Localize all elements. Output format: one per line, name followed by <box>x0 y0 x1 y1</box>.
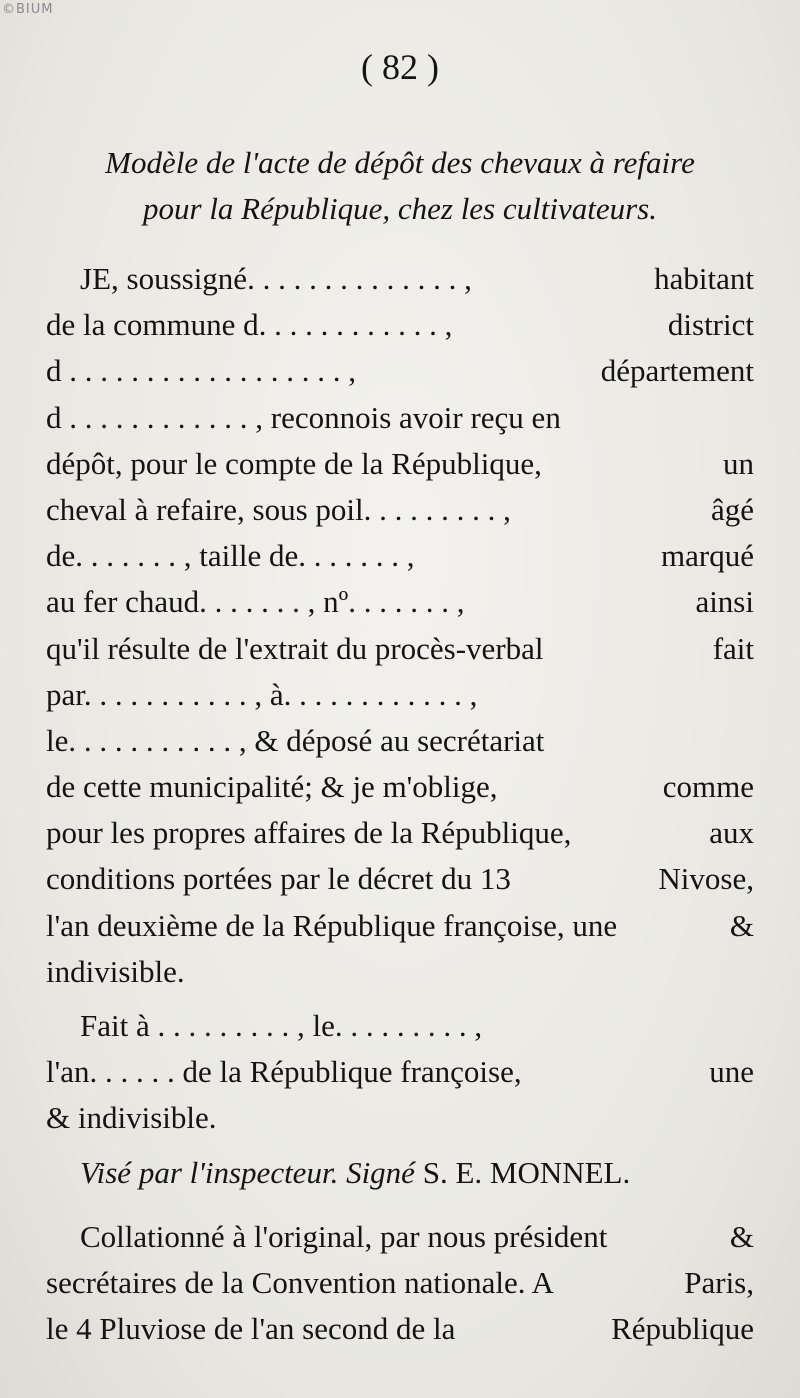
text-line: par. . . . . . . . . . . , à. . . . . . . . . . . . , <box>46 676 478 712</box>
fait-paragraph <box>46 1003 754 1142</box>
text-line: Collationné à l'original, par nous président & <box>80 1218 754 1254</box>
text-line: Fait à . . . . . . . . . , le. . . . . . . . . , <box>80 1008 483 1043</box>
text-line: le. . . . . . . . . . . , & déposé au secrétariat <box>46 722 545 758</box>
text-line: secrétaires de la Convention nationale. A Paris, <box>46 1264 754 1300</box>
text-line: indivisible. <box>46 953 185 989</box>
section-title <box>40 140 760 232</box>
text-line: dépôt, pour le compte de la République, un <box>46 445 754 481</box>
spacer <box>46 995 754 1003</box>
text-line: l'an. . . . . . de la République françoise, une <box>46 1054 754 1090</box>
main-paragraph <box>46 256 754 995</box>
text-line: de la commune d. . . . . . . . . . . . , district <box>46 307 754 343</box>
text-line: qu'il résulte de l'extrait du procès-verbal fait <box>46 630 754 666</box>
closing-paragraph <box>46 1214 754 1353</box>
page-number: ( 82 ) <box>361 47 439 87</box>
vise-label: Visé par l'inspecteur. Signé <box>80 1154 415 1190</box>
text-line: le 4 Pluviose de l'an second de la République <box>46 1311 754 1347</box>
text-line: conditions portées par le décret du 13 Nivose, <box>46 861 754 897</box>
text-line: JE, soussigné. . . . . . . . . . . . . . , habitant <box>80 261 754 296</box>
text-line: d . . . . . . . . . . . . . . . . . . , département <box>46 353 754 389</box>
text-line: pour les propres affaires de la République, aux <box>46 815 754 851</box>
text-line: cheval à refaire, sous poil. . . . . . . . . , âgé <box>46 491 754 527</box>
text-line: de. . . . . . . , taille de. . . . . . . , marqué <box>46 538 754 574</box>
text-line: au fer chaud. . . . . . . , nº. . . . . . . , ainsi <box>46 584 754 620</box>
spacer <box>46 1142 754 1150</box>
text-line: d . . . . . . . . . . . . , reconnois avoir reçu en <box>46 399 561 435</box>
vise-line <box>46 1150 754 1196</box>
inspector-signature: S. E. MONNEL. <box>422 1154 631 1190</box>
watermark: ©BIUM <box>2 2 54 17</box>
text-line: l'an deuxième de la République françoise, une & <box>46 907 754 943</box>
text-line: de cette municipalité; & je m'oblige, comme <box>46 769 754 805</box>
spacer <box>46 1196 754 1214</box>
text-line: & indivisible. <box>46 1100 217 1136</box>
title-line-2: pour la République, chez les cultivateurs. <box>143 191 657 226</box>
document-body <box>46 256 754 1352</box>
title-line-1: Modèle de l'acte de dépôt des chevaux à refaire <box>105 145 695 180</box>
